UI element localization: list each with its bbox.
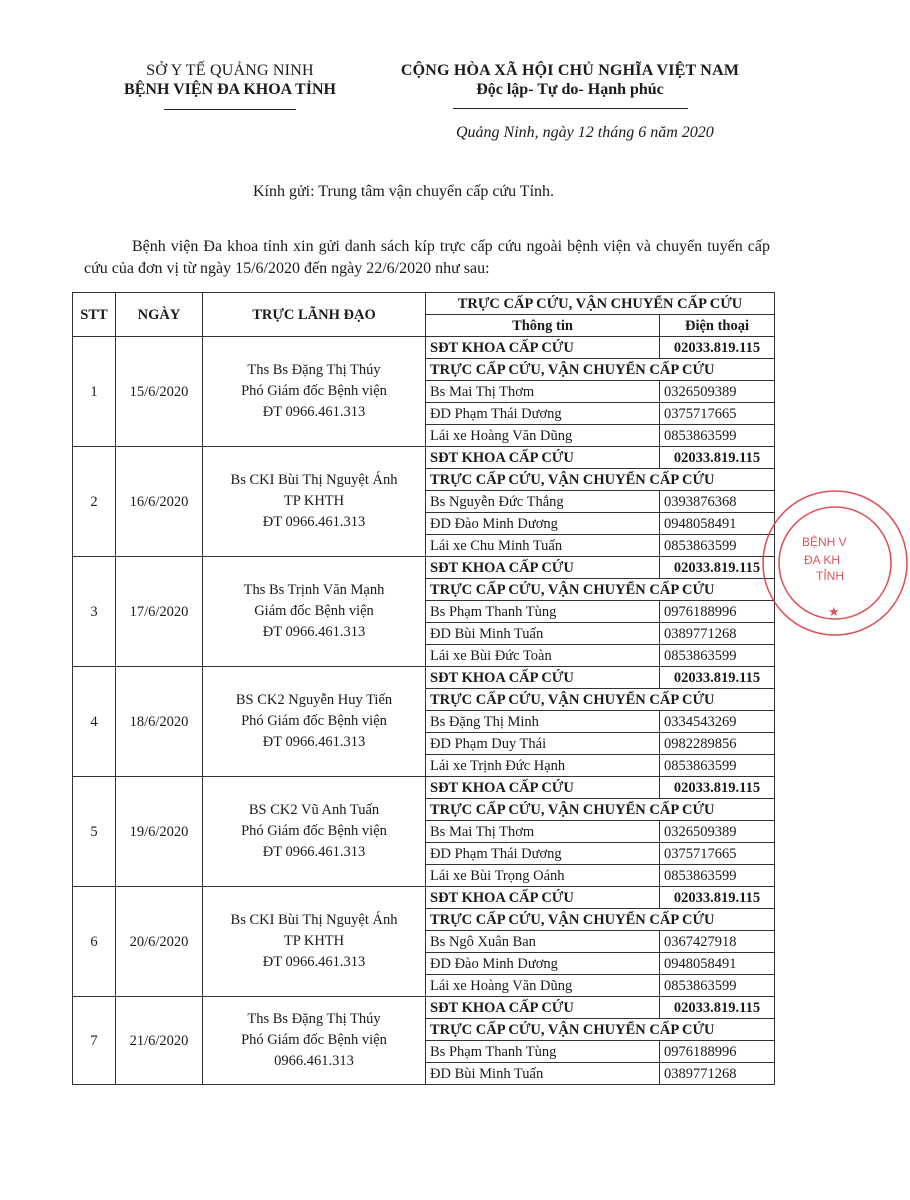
staff-phone: 0853863599	[660, 755, 775, 777]
issuer-block	[100, 62, 360, 110]
staff-name: ĐD Bùi Minh Tuấn	[426, 1063, 660, 1085]
national-motto-block	[370, 62, 770, 109]
hotline-number: 02033.819.115	[660, 887, 775, 909]
leader-line: Ths Bs Đặng Thị Thúy	[247, 362, 381, 378]
table-row	[73, 337, 775, 359]
stamp-line-1: BỆNH V	[802, 535, 847, 549]
hotline-label: SĐT KHOA CẤP CỨU	[426, 887, 660, 909]
section-title: TRỰC CẤP CỨU, VẬN CHUYỂN CẤP CỨU	[426, 359, 775, 381]
hotline-label: SĐT KHOA CẤP CỨU	[426, 447, 660, 469]
staff-name: Lái xe Bùi Đức Toàn	[426, 645, 660, 667]
table-row	[73, 557, 775, 579]
row-date: 18/6/2020	[116, 667, 203, 777]
staff-name: ĐD Phạm Thái Dương	[426, 843, 660, 865]
staff-phone: 0375717665	[660, 843, 775, 865]
leader-line: TP KHTH	[283, 493, 345, 509]
leader-line: Ths Bs Trịnh Văn Mạnh	[243, 582, 385, 598]
leader-line: Bs CKI Bùi Thị Nguyệt Ánh	[230, 472, 398, 488]
leader-line: Phó Giám đốc Bệnh viện	[241, 383, 387, 399]
row-stt: 1	[73, 337, 116, 447]
stamp-line-2: ĐA KH	[804, 553, 841, 567]
staff-name: Lái xe Trịnh Đức Hạnh	[426, 755, 660, 777]
staff-name: ĐD Bùi Minh Tuấn	[426, 623, 660, 645]
staff-phone: 0389771268	[660, 623, 775, 645]
table-row	[73, 777, 775, 799]
staff-name: Bs Phạm Thanh Tùng	[426, 601, 660, 623]
hotline-label: SĐT KHOA CẤP CỨU	[426, 557, 660, 579]
row-stt: 3	[73, 557, 116, 667]
issuer-underline	[164, 109, 296, 110]
staff-phone: 0393876368	[660, 491, 775, 513]
hotline-number: 02033.819.115	[660, 337, 775, 359]
staff-phone: 0375717665	[660, 403, 775, 425]
row-leader	[203, 667, 426, 777]
hotline-number: 02033.819.115	[660, 997, 775, 1019]
row-stt: 5	[73, 777, 116, 887]
staff-phone: 0853863599	[660, 645, 775, 667]
leader-line: BS CK2 Vũ Anh Tuấn	[248, 802, 380, 818]
row-stt: 6	[73, 887, 116, 997]
hotline-number: 02033.819.115	[660, 447, 775, 469]
leader-line: Ths Bs Đặng Thị Thúy	[247, 1011, 381, 1027]
hospital-seal-stamp	[760, 488, 910, 638]
staff-phone: 0326509389	[660, 821, 775, 843]
issuer-hospital: BỆNH VIỆN ĐA KHOA TỈNH	[124, 81, 336, 98]
staff-name: Lái xe Hoàng Văn Dũng	[426, 975, 660, 997]
intro-paragraph: Bệnh viện Đa khoa tỉnh xin gửi danh sách kíp trực cấp cứu ngoài bệnh viện và chuyển tuyến cấp cứu của đơn vị từ ngày 15/6/2020 đến ngày 22/6/2020 như sau:	[84, 238, 770, 277]
svg-text:★: ★	[828, 604, 840, 619]
row-stt: 7	[73, 997, 116, 1085]
header-leader: TRỰC LÃNH ĐẠO	[203, 293, 426, 337]
section-title: TRỰC CẤP CỨU, VẬN CHUYỂN CẤP CỨU	[426, 909, 775, 931]
staff-name: Bs Ngô Xuân Ban	[426, 931, 660, 953]
row-leader	[203, 447, 426, 557]
leader-line: ĐT 0966.461.313	[262, 734, 366, 750]
stamp-line-3: TỈNH	[816, 569, 844, 583]
staff-phone: 0982289856	[660, 733, 775, 755]
hotline-number: 02033.819.115	[660, 777, 775, 799]
motto-underline	[453, 108, 688, 109]
header-info: Thông tin	[426, 315, 660, 337]
row-date: 16/6/2020	[116, 447, 203, 557]
row-leader	[203, 557, 426, 667]
row-leader	[203, 337, 426, 447]
staff-phone: 0948058491	[660, 953, 775, 975]
section-title: TRỰC CẤP CỨU, VẬN CHUYỂN CẤP CỨU	[426, 1019, 775, 1041]
hotline-number: 02033.819.115	[660, 557, 775, 579]
leader-line: Phó Giám đốc Bệnh viện	[241, 713, 387, 729]
staff-name: Bs Mai Thị Thơm	[426, 821, 660, 843]
leader-line: TP KHTH	[283, 933, 345, 949]
hotline-number: 02033.819.115	[660, 667, 775, 689]
hotline-label: SĐT KHOA CẤP CỨU	[426, 777, 660, 799]
recipient-line: Kính gửi: Trung tâm vận chuyển cấp cứu Tỉnh.	[253, 183, 555, 200]
section-title: TRỰC CẤP CỨU, VẬN CHUYỂN CẤP CỨU	[426, 579, 775, 601]
staff-phone: 0976188996	[660, 601, 775, 623]
staff-name: Bs Nguyễn Đức Thắng	[426, 491, 660, 513]
staff-name: ĐD Phạm Duy Thái	[426, 733, 660, 755]
row-date: 21/6/2020	[116, 997, 203, 1085]
motto: Độc lập- Tự do- Hạnh phúc	[476, 81, 664, 98]
staff-phone: 0389771268	[660, 1063, 775, 1085]
staff-name: ĐD Đào Minh Dương	[426, 953, 660, 975]
hotline-label: SĐT KHOA CẤP CỨU	[426, 667, 660, 689]
row-date: 20/6/2020	[116, 887, 203, 997]
staff-phone: 0367427918	[660, 931, 775, 953]
row-stt: 2	[73, 447, 116, 557]
row-leader	[203, 777, 426, 887]
leader-line: Phó Giám đốc Bệnh viện	[241, 1032, 387, 1048]
row-date: 17/6/2020	[116, 557, 203, 667]
section-title: TRỰC CẤP CỨU, VẬN CHUYỂN CẤP CỨU	[426, 689, 775, 711]
leader-line: ĐT 0966.461.313	[262, 404, 366, 420]
row-date: 19/6/2020	[116, 777, 203, 887]
header-phone: Điện thoại	[660, 315, 775, 337]
staff-phone: 0326509389	[660, 381, 775, 403]
row-stt: 4	[73, 667, 116, 777]
leader-line: 0966.461.313	[274, 1053, 354, 1069]
staff-phone: 0853863599	[660, 975, 775, 997]
staff-phone: 0853863599	[660, 865, 775, 887]
hotline-label: SĐT KHOA CẤP CỨU	[426, 997, 660, 1019]
row-leader	[203, 997, 426, 1085]
staff-name: Lái xe Chu Minh Tuấn	[426, 535, 660, 557]
staff-name: Bs Phạm Thanh Tùng	[426, 1041, 660, 1063]
leader-line: Giám đốc Bệnh viện	[254, 603, 374, 619]
on-call-schedule-table	[72, 292, 775, 1085]
leader-line: ĐT 0966.461.313	[262, 514, 366, 530]
staff-phone: 0976188996	[660, 1041, 775, 1063]
staff-phone: 0853863599	[660, 535, 775, 557]
staff-name: ĐD Phạm Thái Dương	[426, 403, 660, 425]
section-title: TRỰC CẤP CỨU, VẬN CHUYỂN CẤP CỨU	[426, 799, 775, 821]
issuer-department: SỞ Y TẾ QUẢNG NINH	[146, 62, 314, 79]
staff-name: Bs Mai Thị Thơm	[426, 381, 660, 403]
header-emergency-group: TRỰC CẤP CỨU, VẬN CHUYỂN CẤP CỨU	[426, 293, 775, 315]
header-date: NGÀY	[116, 293, 203, 337]
table-row	[73, 667, 775, 689]
staff-name: ĐD Đào Minh Dương	[426, 513, 660, 535]
staff-name: Lái xe Bùi Trọng Oánh	[426, 865, 660, 887]
leader-line: BS CK2 Nguyễn Huy Tiến	[235, 692, 393, 708]
section-title: TRỰC CẤP CỨU, VẬN CHUYỂN CẤP CỨU	[426, 469, 775, 491]
staff-phone: 0334543269	[660, 711, 775, 733]
document-date: Quảng Ninh, ngày 12 tháng 6 năm 2020	[456, 124, 714, 141]
leader-line: ĐT 0966.461.313	[262, 624, 366, 640]
leader-line: Phó Giám đốc Bệnh viện	[241, 823, 387, 839]
staff-phone: 0948058491	[660, 513, 775, 535]
leader-line: Bs CKI Bùi Thị Nguyệt Ánh	[230, 912, 398, 928]
leader-line: ĐT 0966.461.313	[262, 844, 366, 860]
staff-name: Bs Đặng Thị Minh	[426, 711, 660, 733]
table-row	[73, 887, 775, 909]
table-row	[73, 997, 775, 1019]
row-date: 15/6/2020	[116, 337, 203, 447]
leader-line: ĐT 0966.461.313	[262, 954, 366, 970]
schedule-body	[73, 337, 775, 1085]
staff-phone: 0853863599	[660, 425, 775, 447]
table-row	[73, 447, 775, 469]
republic-title: CỘNG HÒA XÃ HỘI CHỦ NGHĨA VIỆT NAM	[400, 62, 740, 79]
row-leader	[203, 887, 426, 997]
staff-name: Lái xe Hoàng Văn Dũng	[426, 425, 660, 447]
hotline-label: SĐT KHOA CẤP CỨU	[426, 337, 660, 359]
header-stt: STT	[73, 293, 116, 337]
